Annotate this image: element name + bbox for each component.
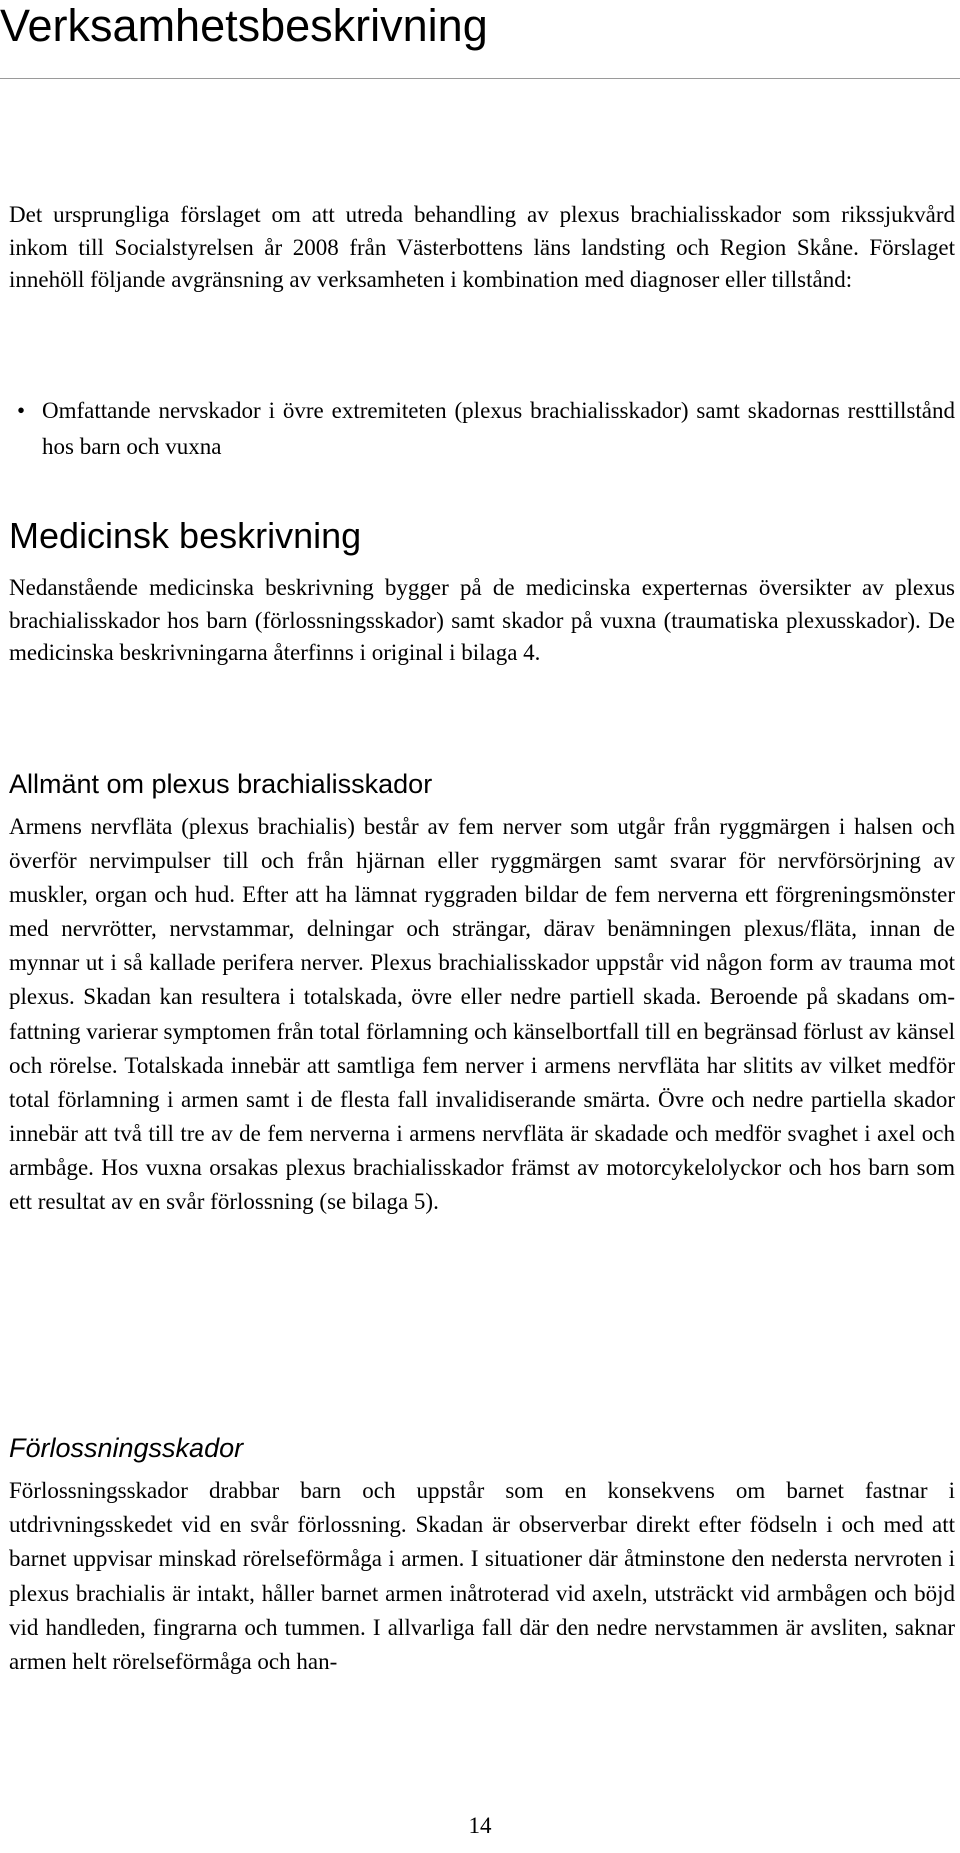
forlossningsskador-paragraph: Förlossningsskador drabbar barn och uppstår som en konsekvens om barnet fastnar i utdrivningsskedet vid en svår förlossning. Skadan är observerbar direkt efter födseln i och med att barnet uppvisar minskad rörelseförmåga i armen. I situationer där åtminstone den nedersta nervroten i plexus brachialis är intakt, håller barnet armen inåtroterad vid axeln, utsträckt vid armbågen och böjd vid handleden, fingrarna och tummen. I allvarliga fall där den nedre nervstammen är avsliten, saknar armen helt rörelseförmåga och han- — [9, 1478, 955, 1675]
allmant-paragraph: Armens nervfläta (plexus brachialis) består av fem nerver som utgår från ryggmärgen i halsen och överför nervimpulser till och från hjärnan eller ryggmärgen samt svarar för nervförsörjning av muskler, organ och hud. Efter att ha lämnat ryggraden bildar de fem nerverna ett förgreningsmönster med nervrötter, nervstammar, delningar och strängar, därav benämningen plexus/fläta, innan de mynnar ut i så kallade perifera nerver. Plexus brachialisskador uppstår vid någon form av trauma mot plexus. Skadan kan resultera i totalskada, övre eller nedre partiell skada. Beroende på skadans omfattning varierar symptomen från total förlamning och känselbortfall till en begränsad förlust av känsel och rörelse. Totalskada innebär att samtliga fem nerver i armens nervfläta har slitits av vilket medför total förlamning i armen samt i de flesta fall invalidiserande smärta. Övre och nedre partiella skador innebär att två till tre av de fem nerverna i armens nervfläta är skadade och medför svaghet i axel och armbåge. Hos vuxna orsakas plexus brachialisskador främst av motorcykelolyckor och hos barn som ett resultat av en svår förlossning (se bilaga 5). — [9, 814, 955, 1215]
page-number: 14 — [468, 1813, 492, 1838]
title-divider — [0, 78, 960, 79]
section-heading-medicinsk-beskrivning: Medicinsk beskrivning — [9, 515, 362, 556]
bullet-list — [9, 393, 955, 465]
list-item — [9, 393, 955, 465]
section-heading-forlossningsskador: Förlossningsskador — [9, 1433, 244, 1463]
section-heading-allmant: Allmänt om plexus brachialisskador — [9, 769, 433, 799]
page-title: Verksamhetsbeskrivning — [0, 0, 488, 51]
bullet-icon: • — [16, 398, 26, 423]
intro-paragraph: Det ursprungliga förslaget om att utreda behandling av plexus brachialisskador som rikssjukvård inkom till Socialstyrelsen år 2008 från Västerbottens läns landsting och Region Skåne. Förslaget innehöll följande avgränsning av verksamheten i kombination med diagnoser eller tillstånd: — [9, 202, 955, 293]
medicinsk-beskrivning-paragraph: Nedanstående medicinska beskrivning bygger på de medicinska experternas översikter av plexus brachialisskador hos barn (förlossningsskador) samt skador på vuxna (traumatiska plexusskador). De medicinska beskrivningarna återfinns i original i bilaga 4. — [9, 575, 955, 666]
bullet-text: Omfattande nervskador i övre extremiteten (plexus brachialisskador) samt skadornas resttillstånd hos barn och vuxna — [42, 398, 955, 459]
